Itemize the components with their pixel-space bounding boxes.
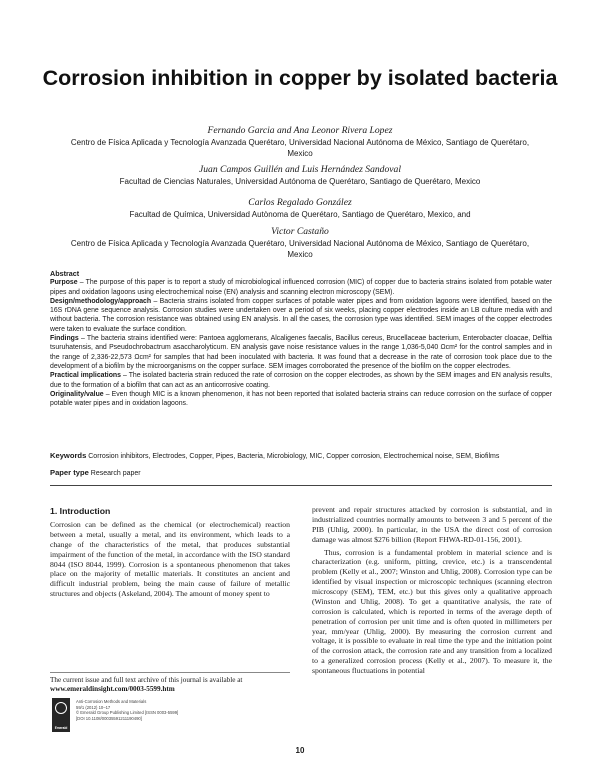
journal-metadata [76,699,178,721]
keywords-label: Keywords [50,451,87,460]
keywords-text: Corrosion inhibitors, Electrodes, Copper, Pipes, Bacteria, Microbiology, MIC, Copper corrosion, Electrochemical noise, SEM, Biofilms [86,453,500,460]
design-label: Design/methodology/approach [50,297,152,305]
author-block-3 [0,197,600,220]
purpose-text: – The purpose of this paper is to report a study of microbiological influenced corrosion (MIC) of copper due to bacteria strains isolated from potable water pipes and oxidation lagoons using electrochemical noise (EN) analysis and scanning electron microscopy (SEM). [50,279,552,296]
keywords [50,451,552,461]
journal-footnote [50,676,290,694]
section-divider [50,485,552,486]
intro-paragraph-continued: prevent and repair structures attacked by corrosion is substantial, and in industrialized countries normally amounts to between 3 and 5 percent of the PIB (Uhlig, 2000). In particular, in the USA the direct cost of corrosion damage was almost $276 billion (Report FHWA-RD-01-156, 2001). [312,505,552,544]
right-column [312,505,552,676]
abstract-originality [50,390,552,409]
journal-name: Anti-Corrosion Methods and Materials [76,699,147,704]
author-names: Juan Campos Guillén and Luis Hernández Sandoval [199,164,401,175]
footnote-text: The current issue and full text archive of this journal is available at [50,676,243,684]
author-institution: Facultad de Ciencias Naturales, Universidad Autónoma de Querétaro, Santiago de Querétaro, Mexico [119,177,481,186]
abstract-heading: Abstract [50,269,80,278]
logo-wordmark: Emerald [54,726,68,730]
paper-type [50,468,552,478]
paper-title: Corrosion inhibition in copper by isolated bacteria [42,66,558,90]
originality-label: Originality/value [50,390,104,398]
journal-doi: [DOI 10.1108/00035591211190490] [76,715,142,721]
logo-ring-icon [55,702,67,714]
author-block-1 [0,125,600,159]
paper-type-text: Research paper [88,470,141,477]
section-heading: 1. Introduction [50,506,111,516]
author-names: Fernando Garcia and Ana Leonor Rivera Lopez [207,125,393,136]
findings-label: Findings [50,335,79,343]
abstract-purpose [50,278,552,297]
practical-label: Practical implications [50,372,121,380]
abstract-practical [50,371,552,390]
journal-volume: 59/1 (2012) 10–17 [76,704,111,710]
author-block-2 [0,164,600,187]
author-names: Victor Castaño [271,226,329,237]
footnote-url[interactable]: www.emeraldinsight.com/0003-5599.htm [50,685,175,693]
page-number: 10 [295,746,305,755]
findings-text: – The bacteria strains identified were: Pantoea agglomerans, Alcaligenes faecalis, Bacillus cereus, Brucellaceae bacterium, Enterobacter cloacae, Delftia tsuruhatensis, and Pseudochrobactrum asaccharolyticum. EN analysis gave noise resistance values in the range 1,036-5,040 Ωcm² for the control samples and in the range of 2,336-22,573 Ωcm² for samples that had been inoculated with bacteria. It was found that a decrease in the rate of corrosion took place due to the development of a biofilm by the microorganisms on the copper surface. SEM images corroborated the presence of the biofilm on the copper electrodes. [50,335,552,370]
author-institution: Centro de Física Aplicada y Tecnología Avanzada Querétaro, Universidad Nacional Autónoma de México, Santiago de Querétaro, Mexico [70,239,530,259]
abstract-findings [50,334,552,371]
abstract-design [50,297,552,334]
abstract [50,269,552,408]
design-text: – Bacteria strains isolated from copper surfaces of potable water pipes and from oxidation lagoons were identified, based on the 16S rDNA gene sequence analysis. Corrosion studies were undertaken over a period of six weeks, placing copper electrodes inside an LB culture media with and without bacteria. The corrosion resistance was obtained using EN analysis. In all the cases, the corrosion type was identified. SEM images of the copper electrodes were taken to evaluate the surface condition. [50,297,552,333]
emerald-logo [52,698,70,732]
purpose-label: Purpose [50,279,78,287]
author-institution: Facultad de Química, Universidad Autònoma de Querétaro, Santiago de Querétaro, Mexico, and [129,210,471,219]
left-column [50,520,290,599]
author-names: Carlos Regalado González [248,197,352,208]
author-institution: Centro de Física Aplicada y Tecnología Avanzada Querétaro, Universidad Nacional Autónoma de México, Santiago de Querétaro, Mexico [70,138,530,158]
intro-paragraph-2: Thus, corrosion is a fundamental problem in material science and is characterization (e.g. uniform, pitting, crevice, etc.) is a transcendental problem (Kelly et al., 2007; Winston and Uhlig, 2008). Corrosion type can be identified by visual inspection or microscopic techniques (scanning electron microscopy (SEM), TEM, etc.) but this gives only a qualitative approach (Winston and Uhlig, 2008). To get a quantitative analysis, the rate of corrosion is calculated, which is reported in terms of the average depth of penetration of corrosion per unit time and is often quoted in millimeters per year, mm/year (Uhlig, 2000). By measuring the corrosion current and voltage, it is possible to evaluate in real time the type and the initiation point of the corrosion attack, the corrosion rate and any transition from a localized to a generalized corrosion process (Kelly et al., 2007). To measure it, the spontaneous fluctuations in potential [312,547,552,675]
journal-publisher: © Emerald Group Publishing Limited [ISSN 0003-5599] [76,710,179,716]
originality-text: – Even though MIC is a known phenomenon, it has not been reported that isolated bacteria strains can reduce corrosion on the surface of copper potable water pipes and in oxidation lagoons. [50,390,552,408]
paper-type-label: Paper type [50,468,89,477]
intro-paragraph: Corrosion can be defined as the chemical (or electrochemical) reaction between a metal, usually a metal, and its environment, which leads to a change of the characteristics of the metal, that produces substantial impairment of the function of the metal, in accordance with the ISO standard 8044 (ISO 8044, 1999). Corrosion is a spontaneous phenomenon that takes place on the majority of metallic materials. It constitutes an ancient and difficult industrial problem, being the main cause of failure of metallic structures and objects (Askeland, 2004). The amount of money spent to [50,520,290,599]
practical-text: – The isolated bacteria strain reduced the rate of corrosion on the copper electrodes, as shown by the SEM images and EN analysis results, due to the formation of a biofilm that can act as an anticorrosive coating. [50,372,552,389]
footnote-rule [50,672,290,673]
author-block-4 [0,226,600,260]
